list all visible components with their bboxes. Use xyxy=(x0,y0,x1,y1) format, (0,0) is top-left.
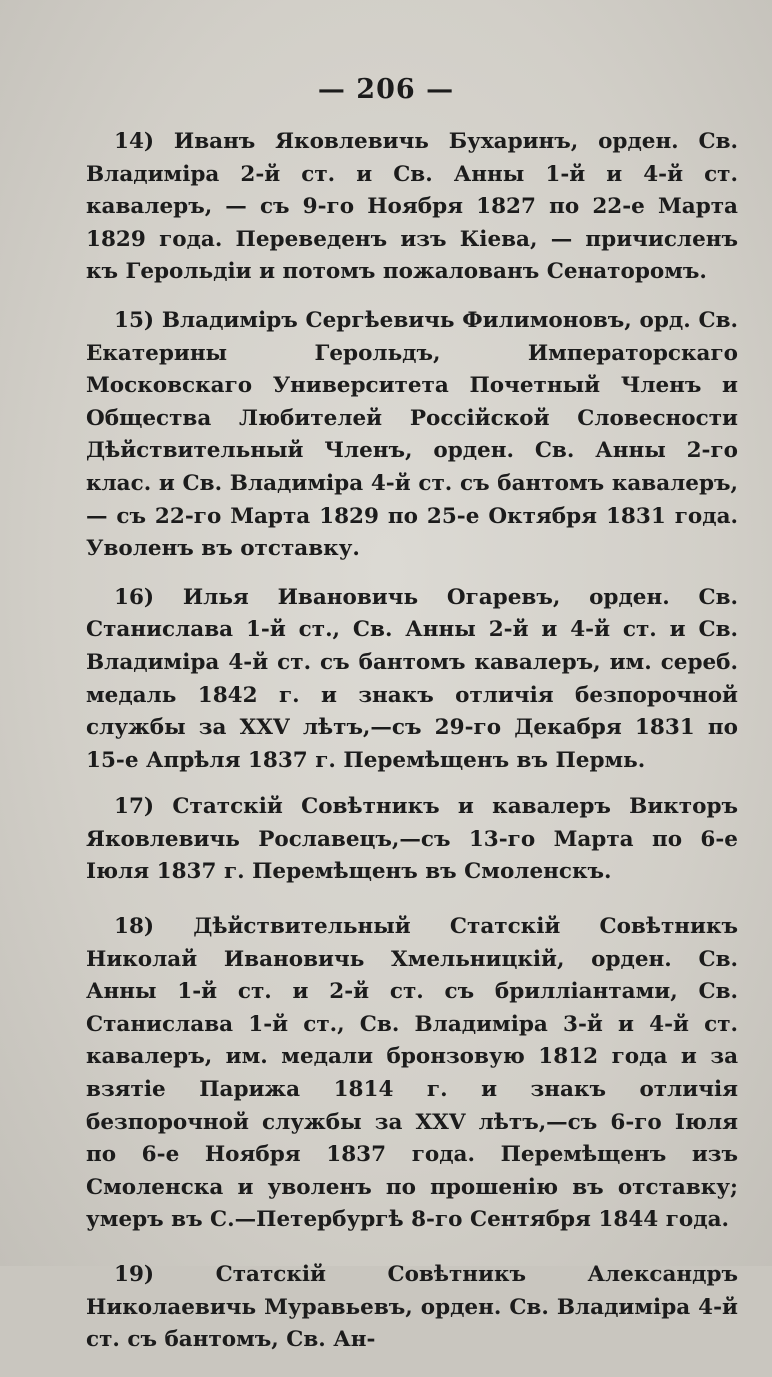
entry-19: 19) Статскій Совѣтникъ Александръ Николаевичь Муравьевъ, орден. Св. Владиміра 4-й ст. съ бантомъ, Св. Ан- xyxy=(86,1262,738,1353)
entry-17: 17) Статскій Совѣтникъ и кавалеръ Викторъ Яковлевичь Рославецъ,—съ 13-го Марта по 6-е Іюля 1837 г. Перемѣщенъ въ Смоленскъ. xyxy=(86,794,738,885)
page-number: — 206 — xyxy=(317,74,455,105)
page-body xyxy=(86,126,738,1377)
entry-16: 16) Илья Ивановичь Огаревъ, орден. Св. Станислава 1-й ст., Св. Анны 2-й и 4-й ст. и Св. Владиміра 4-й ст. съ бантомъ кавалеръ, им. сереб. медаль 1842 г. и знакъ отличія безпорочной службы за XXV лѣтъ,—съ 29-го Декабря 1831 по 15-е Апрѣля 1837 г. Перемѣщенъ въ Пермь. xyxy=(86,584,738,773)
entry-18: 18) Дѣйствительный Статскій Совѣтникъ Николай Ивановичь Хмельницкій, орден. Св. Анны 1-й ст. и 2-й ст. съ бриллiантами, Св. Станислава 1-й ст., Св. Владиміра 3-й и 4-й ст. кавалеръ, им. медали бронзовую 1812 года и за взятіе Парижа 1814 г. и знакъ отличія безпорочной службы за XXV лѣтъ,—съ 6-го Іюля по 6-е Ноября 1837 года. Перемѣщенъ изъ Смоленска и уволенъ по прошенію въ отставку; умеръ въ С.—Петербургѣ 8-го Сентября 1844 года. xyxy=(86,914,738,1233)
entry-15: 15) Владиміръ Сергѣевичь Филимоновъ, орд. Св. Екатерины Герольдъ, Императорскаго Московскаго Университета Почетный Членъ и Общества Любителей Россійской Словесности Дѣйствительный Членъ, орден. Св. Анны 2-го клас. и Св. Владиміра 4-й ст. съ бантомъ кавалеръ,— съ 22-го Марта 1829 по 25-е Октября 1831 года. Уволенъ въ отставку. xyxy=(86,307,738,562)
entry-14: 14) Иванъ Яковлевичь Бухаринъ, орден. Св. Владиміра 2-й ст. и Св. Анны 1-й и 4-й ст. кавалеръ, — съ 9-го Ноября 1827 по 22-е Марта 1829 года. Переведенъ изъ Кіева, — причисленъ къ Герольдіи и потомъ пожалованъ Сенаторомъ. xyxy=(86,129,738,285)
